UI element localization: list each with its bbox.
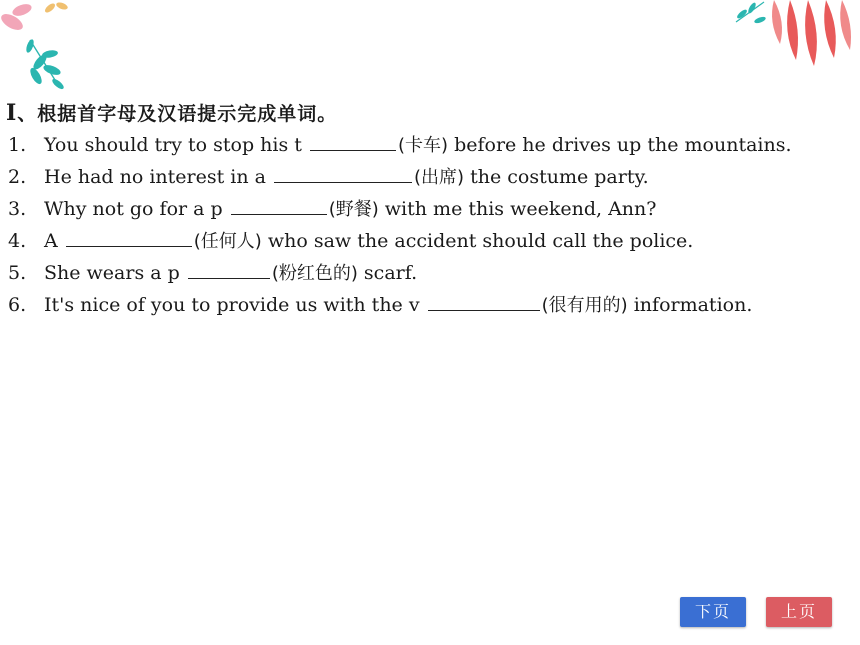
question-text: It's nice of you to provide us with the v [44, 294, 420, 316]
next-page-button[interactable]: 下页 [680, 597, 746, 627]
question-text: before he drives up the mountains. [454, 134, 792, 156]
chinese-hint: (粉红色的) [271, 263, 358, 284]
question-text: the costume party. [470, 166, 649, 188]
question-text: You should try to stop his t [44, 134, 302, 156]
question-number: 1. [8, 134, 27, 156]
question-list [8, 129, 848, 321]
chinese-hint: (卡车) [397, 135, 449, 156]
answer-blank[interactable] [428, 290, 540, 311]
question-item-6 [8, 289, 848, 321]
floral-decoration-left [0, 0, 90, 95]
question-text: He had no interest in a [44, 166, 266, 188]
chinese-hint: (很有用的) [541, 295, 628, 316]
question-text: A [44, 230, 58, 252]
question-number: 2. [8, 166, 27, 188]
question-text: scarf. [363, 262, 418, 284]
floral-decoration-right [730, 0, 860, 75]
answer-blank[interactable] [188, 258, 270, 279]
question-item-1 [8, 129, 848, 161]
question-item-5 [8, 257, 848, 289]
question-number: 5. [8, 262, 27, 284]
question-text: information. [633, 294, 753, 316]
answer-blank[interactable] [66, 226, 192, 247]
question-item-4 [8, 225, 848, 257]
section-instruction: 、根据首字母及汉语提示完成单词。 [17, 103, 338, 125]
chinese-hint: (出席) [414, 167, 465, 188]
chinese-hint: (野餐) [328, 199, 379, 220]
question-item-3 [8, 193, 848, 225]
answer-blank[interactable] [310, 130, 396, 151]
section-numeral: Ⅰ [6, 100, 18, 126]
question-number: 4. [8, 230, 27, 252]
section-heading [6, 98, 337, 128]
question-text: She wears a p [44, 262, 180, 284]
chinese-hint: (任何人) [193, 231, 262, 252]
question-text: who saw the accident should call the police. [267, 230, 694, 252]
previous-page-button[interactable]: 上页 [766, 597, 832, 627]
question-item-2 [8, 161, 848, 193]
answer-blank[interactable] [274, 162, 412, 183]
question-text: Why not go for a p [44, 198, 223, 220]
answer-blank[interactable] [231, 194, 327, 215]
question-number: 6. [8, 294, 27, 316]
question-text: with me this weekend, Ann? [384, 198, 657, 220]
question-number: 3. [8, 198, 27, 220]
